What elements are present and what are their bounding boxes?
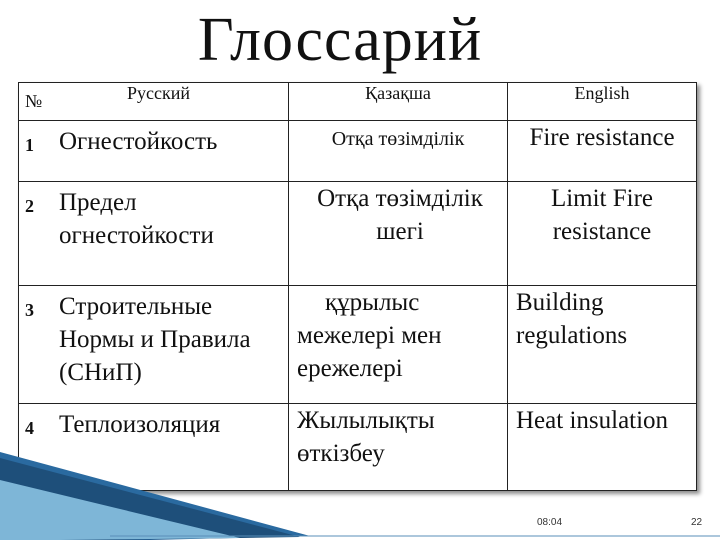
header-russian-label: Русский: [127, 83, 190, 103]
english-term: Heat insulation: [508, 404, 697, 491]
header-number: №: [25, 91, 43, 111]
english-term: Limit Fire resistance: [508, 182, 697, 286]
table-header-row: [19, 83, 697, 121]
row-number: 3: [25, 300, 34, 320]
row-number: 2: [25, 196, 34, 216]
cell-russian: [19, 182, 289, 286]
header-english: English: [508, 83, 697, 121]
decorative-swoosh: [0, 440, 720, 540]
table-row: [19, 121, 697, 182]
footer-time: 08:04: [537, 517, 563, 528]
kazakh-term: Жылылықты өткізбеу: [289, 404, 508, 491]
russian-term: Строительные Нормы и Правила (СНиП): [59, 293, 251, 386]
header-kazakh: Қазақша: [289, 83, 508, 121]
glossary-table: [18, 82, 697, 491]
kazakh-term: Отқа төзімділік шегі: [289, 182, 508, 286]
russian-term: Теплоизоляция: [59, 411, 221, 438]
table-row: [19, 182, 697, 286]
cell-russian: [19, 286, 289, 404]
slide-number: 22: [691, 517, 703, 528]
cell-russian: [19, 121, 289, 182]
english-term: Fire resistance: [508, 121, 697, 182]
russian-term: Предел огнестойкости: [59, 189, 214, 249]
kazakh-term: Отқа төзімділік: [289, 121, 508, 182]
english-term: Building regulations: [508, 286, 697, 404]
table-row: [19, 286, 697, 404]
row-number: 4: [25, 418, 34, 438]
russian-term: Огнестойкость: [59, 128, 218, 155]
slide-title: Глоссарий: [197, 6, 483, 74]
header-russian: [19, 83, 289, 121]
row-number: 1: [25, 135, 34, 155]
kazakh-term: құрылыс межелері мен ережелері: [289, 286, 508, 404]
